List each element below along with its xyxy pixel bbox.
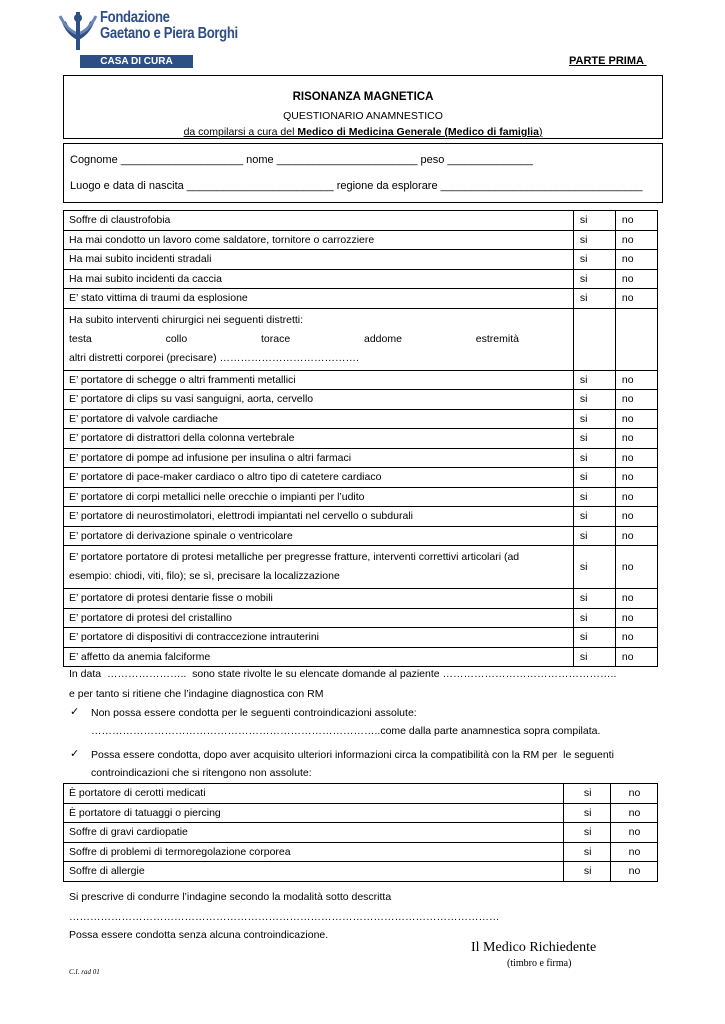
answer-no[interactable]: no: [615, 507, 657, 527]
question-text: Ha mai condotto un lavoro come saldatore, tornitore o carrozziere: [64, 230, 574, 250]
answer-si[interactable]: si: [564, 862, 611, 882]
answer-no[interactable]: no: [615, 230, 657, 250]
answer-si[interactable]: si: [573, 409, 615, 429]
table-row: [64, 507, 658, 527]
answer-si[interactable]: si: [573, 647, 615, 667]
table-row: [64, 823, 658, 843]
answer-si[interactable]: si: [564, 823, 611, 843]
answer-no[interactable]: no: [611, 823, 658, 843]
answer-no[interactable]: no: [615, 429, 657, 449]
option-possible-detail: controindicazioni che si ritengono non assolute:: [91, 767, 312, 779]
answer-si[interactable]: si: [573, 390, 615, 410]
answer-si[interactable]: si: [573, 589, 615, 609]
surgery-question-text: Ha subito interventi chirurgici nei seguenti distretti:: [69, 313, 304, 326]
answer-no[interactable]: no: [615, 526, 657, 546]
answer-si[interactable]: si: [573, 230, 615, 250]
foundation-logo-icon: [58, 10, 98, 52]
document-subtitle: QUESTIONARIO ANAMNESTICO: [283, 110, 443, 122]
patient-identity-box: [63, 143, 663, 203]
option-not-possible-detail[interactable]: ………………………………………………………………………..come dalla parte anamnestica sopra compilata.: [91, 725, 601, 737]
question-text: E’ portatore di corpi metallici nelle orecchie o impianti per l’udito: [64, 487, 574, 507]
protesi-question-line1: E’ portatore portatore di protesi metalliche per pregresse fratture, interventi correttivi articolari (ad: [69, 551, 520, 563]
district-option[interactable]: estremità: [475, 332, 519, 345]
district-option[interactable]: torace: [261, 332, 291, 345]
table-row: [64, 429, 658, 449]
question-text: Soffre di gravi cardiopatie: [64, 823, 564, 843]
table-row: [64, 269, 658, 289]
table-row: [64, 784, 658, 804]
answer-no[interactable]: no: [615, 448, 657, 468]
protesi-question-line2: esempio: chiodi, viti, filo); se sì, precisare la localizzazione: [69, 570, 340, 582]
option-possible: Possa essere condotta, dopo aver acquisito ulteriori informazioni circa la compatibilità con la RM per le seguenti: [91, 749, 614, 761]
answer-no[interactable]: no: [611, 784, 658, 804]
check-icon[interactable]: ✓: [70, 748, 80, 760]
answer-si[interactable]: si: [573, 429, 615, 449]
stamp-signature-label: (timbro e firma): [507, 958, 572, 969]
answer-no[interactable]: no: [615, 647, 657, 667]
table-row: [64, 487, 658, 507]
check-icon[interactable]: ✓: [70, 706, 80, 718]
document-code: C.I. rad 01: [69, 968, 100, 976]
other-districts-field[interactable]: altri distretti corporei (precisare) ………………………………….: [69, 351, 359, 364]
table-row: [64, 647, 658, 667]
question-text: E’ portatore di clips su vasi sanguigni, aorta, cervello: [64, 390, 574, 410]
answer-no[interactable]: no: [615, 487, 657, 507]
answer-si[interactable]: si: [564, 842, 611, 862]
question-text: E’ portatore di dispositivi di contraccezione intrauterini: [64, 628, 574, 648]
question-text: Soffre di problemi di termoregolazione corporea: [64, 842, 564, 862]
table-row: [64, 526, 658, 546]
table-row: [64, 250, 658, 270]
contraindications-table: [63, 783, 658, 882]
answer-no[interactable]: no: [615, 390, 657, 410]
question-text: Ha mai subito incidenti da caccia: [64, 269, 574, 289]
district-option[interactable]: addome: [364, 332, 402, 345]
answer-no[interactable]: [615, 308, 657, 370]
answer-no[interactable]: no: [611, 803, 658, 823]
answer-no[interactable]: no: [611, 842, 658, 862]
table-row: [64, 628, 658, 648]
answer-no[interactable]: no: [615, 608, 657, 628]
interview-date-line[interactable]: In data ………………….. sono state rivolte le su elencate domande al paziente …………………………………………..: [69, 668, 617, 680]
table-row: [64, 230, 658, 250]
answer-si[interactable]: si: [564, 784, 611, 804]
compile-suffix: ): [538, 126, 543, 138]
answer-no[interactable]: no: [615, 250, 657, 270]
answer-no[interactable]: no: [615, 289, 657, 309]
question-text: E’ portatore di valvole cardiache: [64, 409, 574, 429]
district-option[interactable]: collo: [165, 332, 188, 345]
question-text: E’ affetto da anemia falciforme: [64, 647, 574, 667]
answer-no[interactable]: no: [615, 211, 657, 231]
answer-no[interactable]: no: [615, 269, 657, 289]
identity-line-birth[interactable]: Luogo e data di nascita ________________________ regione da esplorare _________________________________: [70, 180, 643, 192]
answer-si[interactable]: si: [573, 487, 615, 507]
answer-no[interactable]: no: [615, 628, 657, 648]
requesting-doctor-label: Il Medico Richiedente: [471, 940, 597, 955]
document-title: RISONANZA MAGNETICA: [292, 91, 434, 103]
table-row: [64, 608, 658, 628]
table-row: [64, 842, 658, 862]
answer-no[interactable]: no: [615, 546, 657, 589]
question-text: E’ portatore di derivazione spinale o ventricolare: [64, 526, 574, 546]
question-text: È portatore di cerotti medicati: [64, 784, 564, 804]
answer-si[interactable]: si: [573, 448, 615, 468]
compile-doctor: Medico di Medicina Generale (Medico di famiglia: [297, 126, 539, 138]
answer-si[interactable]: si: [573, 628, 615, 648]
surgery-question: [64, 308, 574, 370]
table-row: [64, 546, 658, 589]
table-row: [64, 448, 658, 468]
protesi-question: [64, 546, 574, 589]
table-row: [64, 308, 658, 370]
table-row: [64, 468, 658, 488]
organization-name: [100, 10, 238, 42]
no-contraindication-line: Possa essere condotta senza alcuna controindicazione.: [69, 929, 329, 941]
table-row: [64, 390, 658, 410]
question-text: E’ portatore di protesi dentarie fisse o mobili: [64, 589, 574, 609]
district-option[interactable]: testa: [69, 332, 92, 345]
question-text: E’ portatore di pace-maker cardiaco o altro tipo di catetere cardiaco: [64, 468, 574, 488]
question-text: E’ portatore di distrattori della colonna vertebrale: [64, 429, 574, 449]
title-box: [63, 75, 663, 139]
answer-no[interactable]: no: [615, 468, 657, 488]
answer-si[interactable]: si: [573, 370, 615, 390]
question-text: Soffre di claustrofobia: [64, 211, 574, 231]
question-text: Ha mai subito incidenti stradali: [64, 250, 574, 270]
answer-si[interactable]: si: [573, 211, 615, 231]
answer-si[interactable]: si: [573, 468, 615, 488]
table-row: [64, 803, 658, 823]
table-row: [64, 862, 658, 882]
question-text: E’ stato vittima di traumi da esplosione: [64, 289, 574, 309]
answer-si[interactable]: [573, 308, 615, 370]
table-row: [64, 370, 658, 390]
compile-prefix: da compilarsi a cura del: [183, 126, 298, 138]
answer-no[interactable]: no: [615, 409, 657, 429]
table-row: [64, 211, 658, 231]
prescription-dots[interactable]: ……………………………………………………………………………………………………………: [69, 911, 500, 923]
identity-line-name[interactable]: Cognome ____________________ nome _______________________ peso ______________: [70, 154, 534, 166]
answer-si[interactable]: si: [573, 250, 615, 270]
table-row: [64, 409, 658, 429]
answer-si[interactable]: si: [573, 526, 615, 546]
prescription-line: Si prescrive di condurre l’indagine secondo la modalità sotto descritta: [69, 891, 392, 903]
answer-si[interactable]: si: [573, 507, 615, 527]
option-not-possible: Non possa essere condotta per le seguenti controindicazioni assolute:: [91, 707, 417, 719]
answer-no[interactable]: no: [615, 370, 657, 390]
question-text: E’ portatore di pompe ad infusione per insulina o altri farmaci: [64, 448, 574, 468]
questionnaire-table: [63, 210, 658, 667]
parte-prima-label: PARTE PRIMA: [569, 55, 647, 67]
answer-si[interactable]: si: [564, 803, 611, 823]
answer-si[interactable]: si: [573, 608, 615, 628]
answer-no[interactable]: no: [615, 589, 657, 609]
question-text: E’ portatore di schegge o altri frammenti metallici: [64, 370, 574, 390]
answer-no[interactable]: no: [611, 862, 658, 882]
surgery-districts: [69, 330, 519, 349]
casa-di-cura-banner: CASA DI CURA: [80, 55, 193, 68]
compile-instructions: [64, 126, 662, 138]
org-name-line1: Fondazione: [100, 9, 170, 26]
table-row: [64, 589, 658, 609]
question-text: Soffre di allergie: [64, 862, 564, 882]
question-text: E’ portatore di neurostimolatori, elettrodi impiantati nel cervello o subdurali: [64, 507, 574, 527]
answer-si[interactable]: si: [573, 546, 615, 589]
question-text: E’ portatore di protesi del cristallino: [64, 608, 574, 628]
answer-si[interactable]: si: [573, 289, 615, 309]
table-row: [64, 289, 658, 309]
org-name-line2: Gaetano e Piera Borghi: [100, 25, 238, 42]
answer-si[interactable]: si: [573, 269, 615, 289]
question-text: È portatore di tatuaggi o piercing: [64, 803, 564, 823]
diagnostic-statement: e per tanto si ritiene che l’indagine diagnostica con RM: [69, 688, 324, 700]
